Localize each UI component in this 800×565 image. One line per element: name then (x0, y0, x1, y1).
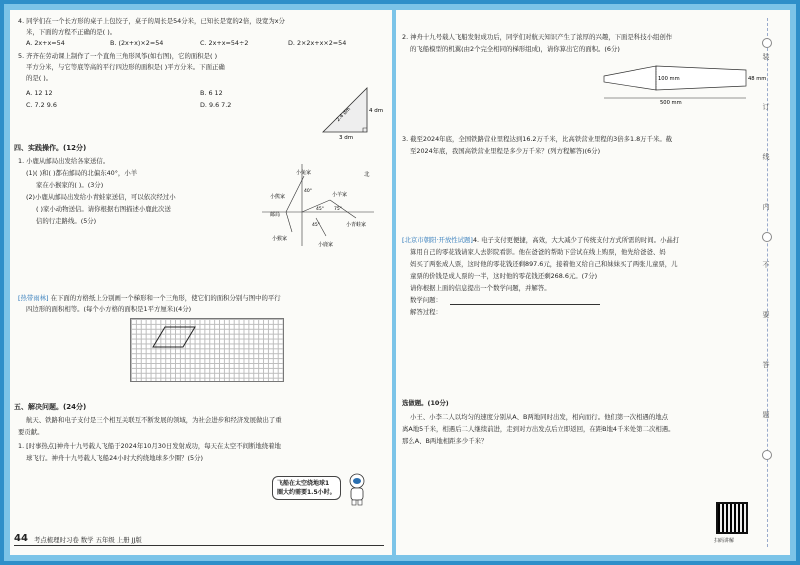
solution-label: 解答过程： (410, 308, 442, 316)
p2-line1: [热带雨林] 在下面的方格纸上分别画一个梯形和一个三角形，使它们的面积分别与图中的平行 (18, 294, 281, 302)
map-monkey: 小猴家 (272, 236, 288, 242)
r-q4-line5: 请你根据上面的信息提出一个数学问题，并解答。 (410, 284, 551, 292)
extra-title: 选做题。(10分) (402, 399, 449, 407)
section-5-title: 五、解决问题。(24分) (14, 403, 87, 411)
wing-bottom: 500 mm (660, 100, 682, 106)
math-question-label: 数学问题： (410, 296, 442, 304)
kite-triangle-figure (315, 80, 385, 140)
binding-char-3: 线 (762, 153, 770, 161)
binding-hole-bottom (762, 450, 772, 460)
kite-side-hyp: 2.4 dm (335, 106, 353, 124)
q5-line2: 平方分米，与它等底等高的平行四边形的面积是( )平方分米。下面正确 (26, 63, 225, 71)
footer-rule (14, 545, 384, 546)
q4-option-c: C. 2x+x=54÷2 (200, 39, 249, 47)
p1-s1b: 家在小猴家的( )。(3分) (36, 181, 104, 189)
r-q2-line1: 2. 神舟十九号载人飞船发射成功后，同学们对航天知识产生了浓厚的兴趣，下面是科技小组创作 (402, 33, 673, 41)
q4-option-b: B. (2x+x)×2=54 (110, 39, 164, 47)
section-4-title: 四、实践操作。(12分) (14, 144, 87, 152)
extra-line1: 小王、小李二人以均匀的速度分别从A、B两地同时出发，相向而行。他们第一次相遇的地点 (410, 413, 668, 421)
kite-side-bottom: 3 dm (339, 135, 354, 140)
q5-line1: 5. 齐齐在劳动课上制作了一个直角三角形风筝(如右图)，它的面积是( ) (18, 52, 218, 60)
math-question-answer-line[interactable] (450, 304, 600, 305)
hint-line1: 飞船在太空绕地球1 (277, 480, 330, 487)
binding-char-1: 装 (762, 53, 770, 61)
intro-line1: 航天、铁路和电子支付是三个相互关联互不断发展的领域，为社会进步和经济发展做出了重 (26, 416, 282, 424)
r-q4-line2: 算用自己的零花钱请家人去影院看影。他在爸爸的帮助下尝试在线上购票，他先给爸爸、妈 (410, 248, 666, 256)
binding-char-6: 要 (762, 311, 770, 319)
p2-line2: 四边形的面积相等。(每个小方格的面积是1平方厘米)(4分) (26, 305, 192, 313)
q5-option-c: C. 7.2 9.6 (26, 101, 57, 109)
map-angle-2: 45° (316, 207, 324, 212)
q1-line1: 1. [时事热点]神舟十九号载人飞船于2024年10月30日发射成功，每天在太空不间断地绕着地 (18, 442, 281, 450)
wing-right: 48 mm (748, 76, 766, 82)
map-angle-1: 40° (304, 189, 312, 194)
map-bear: 小熊家 (270, 194, 286, 200)
r-q4-line1: [北京市朝阳·开放性试题]4. 电子支付更便捷，高效，大大减少了传统支付方式所需的时间。小晶打 (402, 236, 680, 244)
left-page (10, 10, 392, 555)
astronaut-icon (344, 472, 370, 506)
wing-trapezoids-figure (596, 58, 766, 106)
r-q4-line3: 妈买了两张成人票，这时他的零花钱还剩897.6元，接着他又给自己和妹妹买了两张儿童票，儿 (410, 260, 678, 268)
binding-char-8: 题 (762, 411, 770, 419)
map-angle-4: 45° (312, 223, 320, 228)
binding-char-2: 订 (762, 103, 770, 111)
map-frog: 小青蛙家 (346, 222, 367, 228)
map-post: 邮局 (270, 212, 281, 218)
binding-hole-top (762, 38, 772, 48)
hint-line2: 圈大约需要1.5小时。 (277, 489, 336, 496)
delivery-map (256, 160, 380, 252)
q5-line3: 的是( )。 (26, 74, 53, 82)
map-goat: 小羊家 (332, 192, 348, 198)
binding-hole-mid (762, 232, 772, 242)
q4-line1: 4. 同学们在一个长方形的桌子上包饺子，桌子的周长是54分米，已知长是宽的2倍，设宽为x分 (18, 17, 285, 25)
hint-bubble (272, 476, 341, 500)
qr-code-icon[interactable] (716, 502, 748, 534)
p1-s1a: (1)( )和( )都在邮局的北偏东40°，小羊 (26, 169, 138, 177)
p1-s2b: ( )家小动物送信。请你根据右图描述小鹿此次送 (36, 205, 171, 213)
wing-mid: 100 mm (658, 76, 680, 82)
binding-char-5: 不 (762, 261, 770, 269)
r-q4-tag: [北京市朝阳·开放性试题] (402, 236, 473, 244)
binding-char-4: 内 (762, 203, 770, 211)
r-q3-line2: 至2024年底，我国高铁营业里程是多少万千米？(列方程解答)(6分) (410, 147, 601, 155)
q1-line2: 球飞行。神舟十九号载人飞船24小时大约绕地球多少圈？(5分) (26, 454, 203, 462)
extra-line2: 离A地5千米，相遇后二人继续前进，走到对方出发点后立即返回，在距B地4千米处第二次相遇。 (402, 425, 675, 433)
q4-option-a: A. 2x+x=54 (26, 39, 65, 47)
right-page (396, 10, 790, 555)
r-q3-line1: 3. 截至2024年底，全国铁路营业里程达到16.2万千米，比高铁营业里程的3倍多1.8万千米。截 (402, 135, 673, 143)
intro-line2: 要贡献。 (18, 428, 44, 436)
map-rabbit: 小兔家 (296, 170, 312, 176)
page-number: 44 (14, 533, 28, 544)
page-spread (4, 4, 796, 561)
map-north: 北 (364, 172, 370, 178)
p1-s2a: (2)小鹿从邮局出发给小青蛙家送信，可以依次经过小 (26, 193, 176, 201)
q5-option-b: B. 6 12 (200, 89, 223, 97)
q4-line2: 米，下面的方程不正确的是( )。 (26, 28, 117, 36)
qr-caption: 扫码讲解 (714, 538, 735, 544)
p2-tag: [热带雨林] (18, 294, 49, 302)
map-deer: 小鹿家 (318, 242, 334, 248)
r-q4-line4: 童票的价钱是成人票的一半，这时他的零花钱还剩268.6元。(7分) (410, 272, 598, 280)
extra-line3: 那么A、B两地相距多少千米？ (402, 437, 488, 445)
r-q2-line2: 的飞船模型的机翼(由2个完全相同的梯形组成)，请你算出它的面积。(6分) (410, 45, 620, 53)
q4-option-d: D. 2×2x+x×2=54 (288, 39, 347, 47)
q5-option-a: A. 12 12 (26, 89, 53, 97)
parallelogram-shape (131, 319, 283, 381)
q5-option-d: D. 9.6 7.2 (200, 101, 232, 109)
kite-side-right: 4 dm (369, 108, 384, 114)
p1-s2c: 信的行走路线。(5分) (36, 217, 97, 225)
binding-char-7: 答 (762, 361, 770, 369)
binding-line (767, 18, 769, 547)
p1-line1: 1. 小鹿从邮局出发给各家送信。 (18, 157, 110, 165)
map-angle-3: 75° (334, 207, 342, 212)
footer-text: 考点梳理时习卷 数学 五年级 上册 JJ版 (34, 536, 142, 544)
square-grid[interactable] (130, 318, 284, 382)
